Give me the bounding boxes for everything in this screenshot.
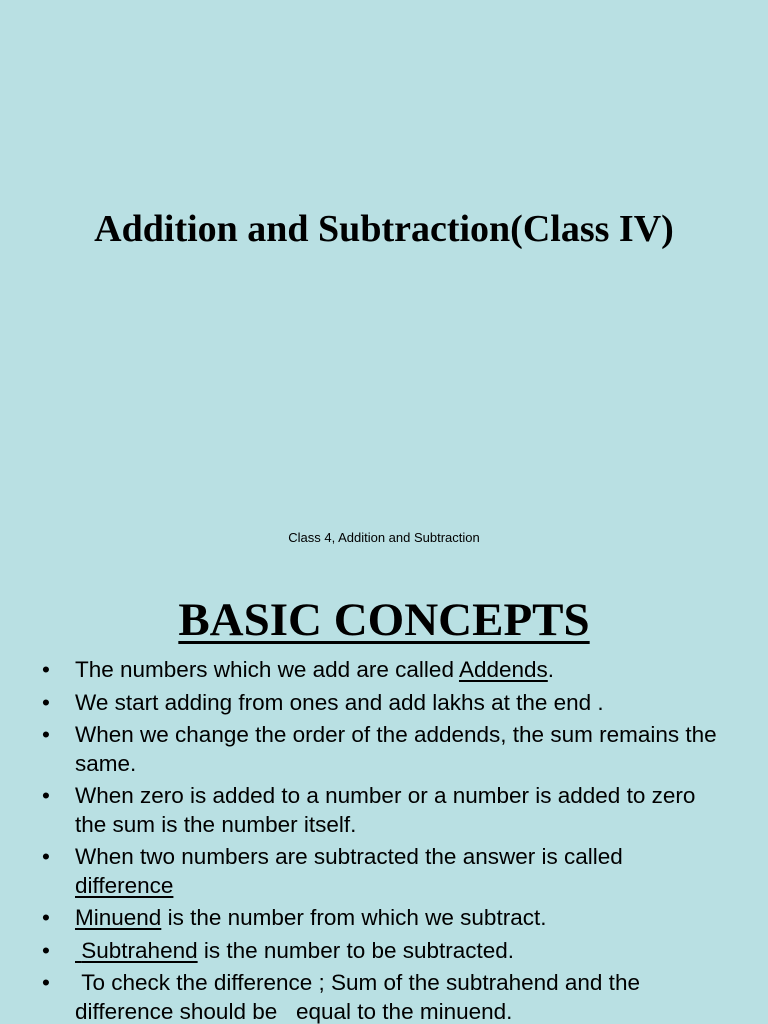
list-item [0,969,768,1024]
basic-concepts-heading [0,592,768,648]
bullet-text: is the number from which we subtract. [161,905,547,930]
list-item [0,904,768,933]
bullet-text: When zero is added to a number or a number is added to zero the sum is the number itself. [75,783,696,837]
bullet-term: difference [75,872,174,898]
list-item [0,782,768,839]
bullet-text: is the number to be subtracted. [197,937,515,963]
bullet-icon: • [42,970,50,995]
title-slide-footer: Class 4, Addition and Subtraction [288,530,480,545]
bullet-icon: • [42,844,50,869]
list-item [0,937,768,966]
bullet-text: The numbers which we add are called [75,657,459,682]
list-item [0,689,768,718]
concepts-bullet-list [0,656,768,1024]
bullet-term: Minuend [75,905,162,930]
bullet-text: To check the difference ; Sum of the subtrahend and the difference should be equal to the minuend. [75,970,647,1024]
bullet-icon: • [42,905,50,930]
list-item [0,843,768,900]
basic-concepts-heading-text: BASIC CONCEPTS [178,594,590,646]
bullet-icon: • [42,689,50,715]
bullet-term [75,938,198,963]
list-item [0,721,768,778]
bullet-text: We start adding from ones and add lakhs at the end . [75,689,604,715]
title-slide-heading: Addition and Subtraction(Class IV) [94,208,674,250]
bullet-term: Addends [458,657,548,682]
bullet-term-word: Subtrahend [81,937,198,963]
bullet-text: When two numbers are subtracted the answer is called [75,844,623,869]
bullet-icon: • [42,783,50,808]
list-item [0,656,768,685]
bullet-text: When we change the order of the addends, the sum remains the same. [75,722,717,776]
bullet-icon: • [42,722,50,747]
bullet-text: . [547,657,555,682]
bullet-icon: • [42,937,50,963]
bullet-icon: • [42,657,50,682]
